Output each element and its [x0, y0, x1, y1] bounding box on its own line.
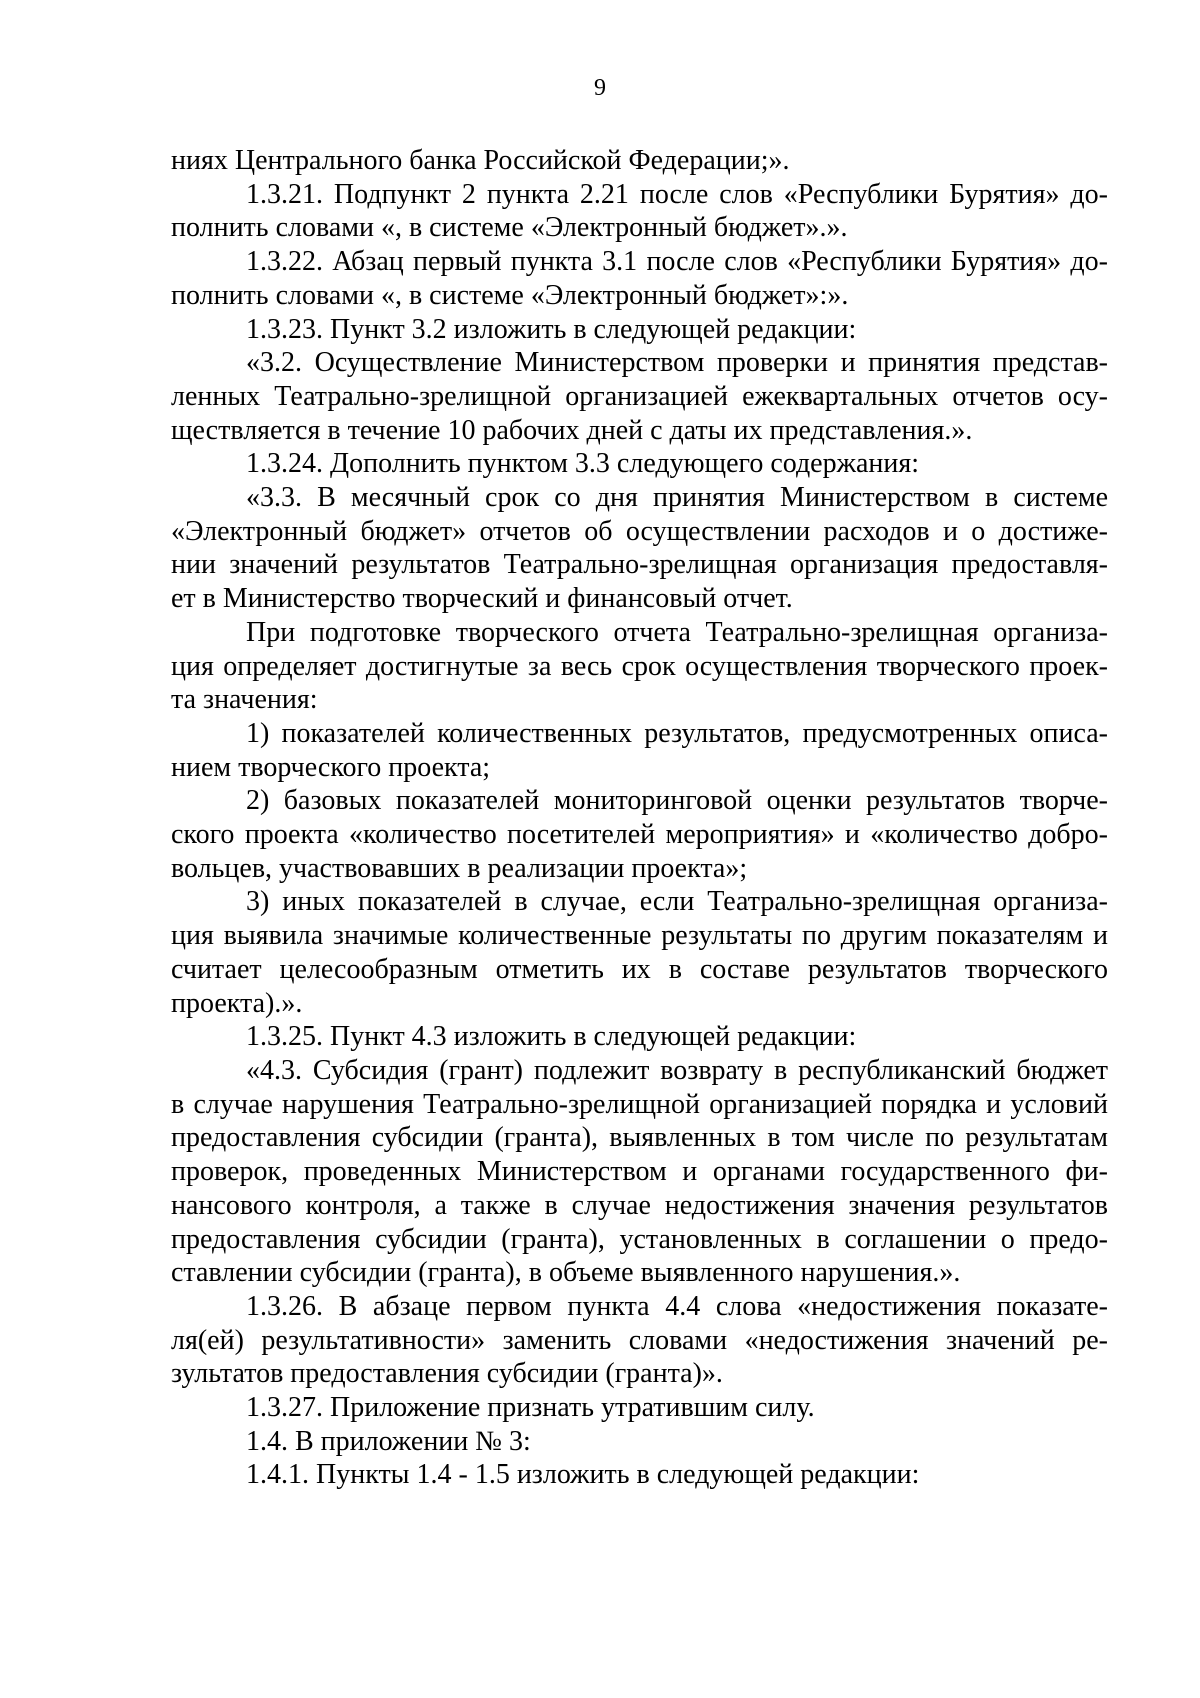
- text-line: проекта).».: [171, 987, 303, 1019]
- document-body: [171, 144, 1108, 1492]
- text-line: нии значений результатов Театрально-зрелищная организация предоставля-: [171, 549, 1108, 581]
- text-line: ниях Центрального банка Российской Федерации;».: [171, 145, 790, 176]
- text-line: полнить словами «, в системе «Электронный бюджет»:».: [171, 279, 849, 311]
- text-line: нансового контроля, а также в случае недостижения значения результатов: [171, 1189, 1108, 1221]
- text-line: проверок, проведенных Министерством и органами государственного фи-: [171, 1156, 1108, 1188]
- text-line: 1.3.25. Пункт 4.3 изложить в следующей редакции:: [246, 1021, 857, 1053]
- text-line: ция выявила значимые количественные результаты по другим показателям и: [171, 920, 1108, 952]
- text-line: 1.4. В приложении № 3:: [246, 1425, 531, 1457]
- text-line: ществляется в течение 10 рабочих дней с даты их представления.».: [171, 414, 973, 446]
- text-line: вольцев, участвовавших в реализации проекта»;: [171, 852, 748, 884]
- page-number: 9: [594, 75, 606, 101]
- text-line: При подготовке творческого отчета Театрально-зрелищная организа-: [246, 616, 1108, 648]
- text-line: «3.2. Осуществление Министерством проверки и принятия представ-: [246, 347, 1108, 379]
- text-line: зультатов предоставления субсидии (гранта)».: [171, 1358, 723, 1390]
- text-line: ленных Театрально-зрелищной организацией ежеквартальных отчетов осу-: [171, 380, 1108, 412]
- text-line: 1.3.26. В абзаце первом пункта 4.4 слова «недостижения показате-: [246, 1290, 1108, 1322]
- text-line: ет в Министерство творческий и финансовый отчет.: [171, 583, 793, 615]
- text-line: 1.4.1. Пункты 1.4 - 1.5 изложить в следующей редакции:: [246, 1459, 920, 1491]
- text-line: предоставления субсидии (гранта), выявленных в том числе по результатам: [171, 1122, 1108, 1154]
- text-line: ля(ей) результативности» заменить словами «недостижения значений ре-: [171, 1324, 1108, 1356]
- text-line: 3) иных показателей в случае, если Театрально-зрелищная организа-: [246, 886, 1108, 918]
- text-line: ского проекта «количество посетителей мероприятия» и «количество добро-: [171, 819, 1108, 851]
- text-line: ставлении субсидии (гранта), в объеме выявленного нарушения.».: [171, 1257, 961, 1289]
- text-line: в случае нарушения Театрально-зрелищной организацией порядка и условий: [171, 1088, 1108, 1120]
- text-line: 2) базовых показателей мониторинговой оценки результатов творче-: [246, 785, 1108, 817]
- text-line: ция определяет достигнутые за весь срок осуществления творческого проек-: [171, 650, 1108, 682]
- text-line: «4.3. Субсидия (грант) подлежит возврату в республиканский бюджет: [246, 1054, 1108, 1086]
- text-line: та значения:: [171, 684, 318, 716]
- text-line: нием творческого проекта;: [171, 751, 491, 783]
- text-line: считает целесообразным отметить их в составе результатов творческого: [171, 953, 1108, 985]
- text-line: 1.3.21. Подпункт 2 пункта 2.21 после слов «Республики Бурятия» до-: [246, 178, 1108, 210]
- text-line: 1.3.27. Приложение признать утратившим силу.: [246, 1392, 815, 1424]
- text-line: 1.3.24. Дополнить пунктом 3.3 следующего содержания:: [246, 448, 920, 480]
- text-line: полнить словами «, в системе «Электронный бюджет».».: [171, 212, 848, 244]
- text-line: 1.3.23. Пункт 3.2 изложить в следующей редакции:: [246, 313, 857, 345]
- text-line: 1) показателей количественных результатов, предусмотренных описа-: [246, 717, 1108, 749]
- text-line: «Электронный бюджет» отчетов об осуществлении расходов и о достиже-: [171, 515, 1108, 547]
- text-line: 1.3.22. Абзац первый пункта 3.1 после слов «Республики Бурятия» до-: [246, 246, 1108, 278]
- text-line: предоставления субсидии (гранта), установленных в соглашении о предо-: [171, 1223, 1108, 1255]
- text-line: «3.3. В месячный срок со дня принятия Министерством в системе: [246, 482, 1108, 514]
